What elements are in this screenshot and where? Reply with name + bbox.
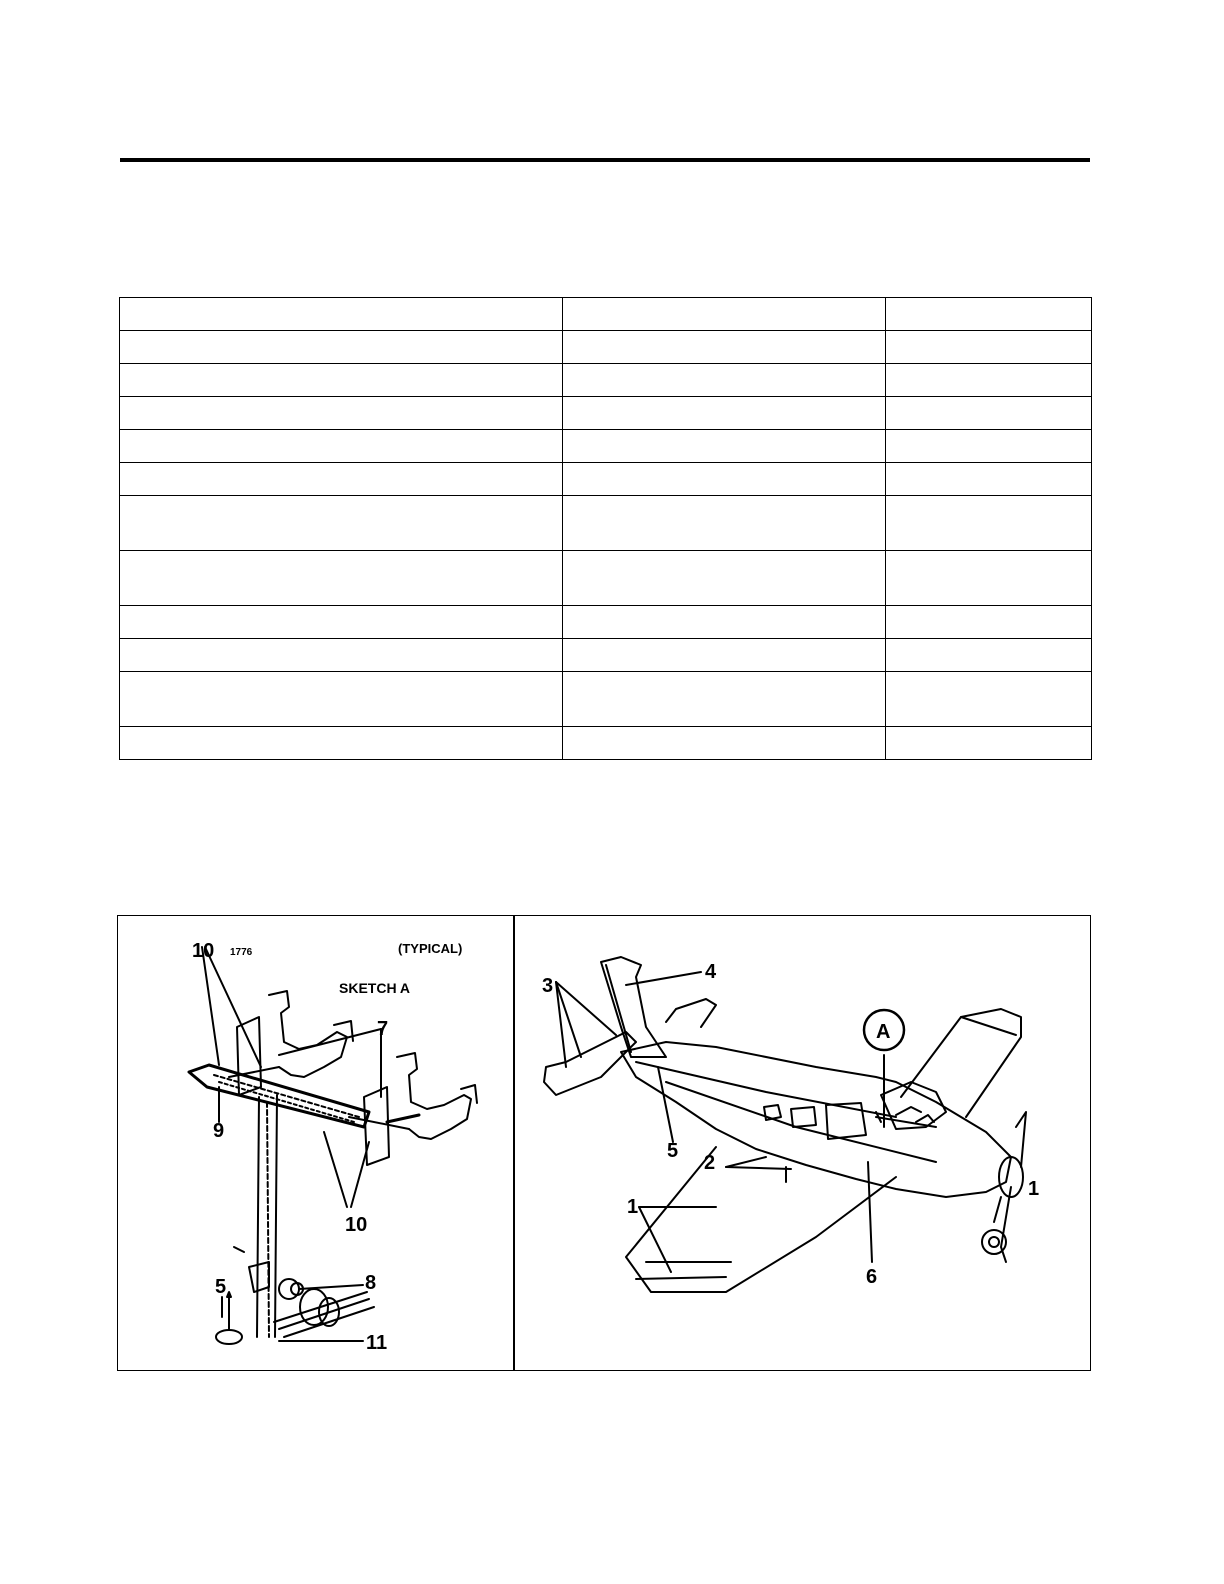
callout-4: 4	[705, 961, 717, 983]
airplane-illustration	[516, 917, 1089, 1369]
table-row	[120, 298, 1092, 331]
callout-5: 5	[215, 1276, 227, 1298]
table-row	[120, 364, 1092, 397]
callout-11: 11	[366, 1332, 388, 1354]
figure-divider	[513, 915, 515, 1371]
blank-table	[119, 297, 1092, 760]
table-row	[120, 551, 1092, 606]
table-row	[120, 672, 1092, 727]
header-rule	[120, 158, 1090, 162]
sketch-title: SKETCH A	[339, 980, 411, 996]
callout-1-nose: 1	[1028, 1178, 1040, 1200]
callout-2: 2	[704, 1152, 716, 1174]
table-row	[120, 463, 1092, 496]
table-row	[120, 606, 1092, 639]
table-row	[120, 496, 1092, 551]
callout-3: 3	[542, 975, 554, 997]
table-row	[120, 727, 1092, 760]
table-row	[120, 397, 1092, 430]
table-row	[120, 331, 1092, 364]
sketch-typical-label: (TYPICAL)	[398, 941, 463, 956]
callout-9: 9	[213, 1120, 225, 1142]
callout-10-bottom: 10	[345, 1214, 368, 1236]
sketch-code: 1776	[230, 947, 253, 958]
table-row	[120, 430, 1092, 463]
callout-6: 6	[866, 1266, 878, 1288]
sketch-a-illustration	[119, 917, 512, 1369]
callout-10-top: 10	[192, 940, 215, 962]
callout-8: 8	[365, 1272, 377, 1294]
callout-5-airplane: 5	[667, 1140, 679, 1162]
callout-7: 7	[377, 1018, 389, 1040]
detail-a-label: A	[876, 1021, 891, 1043]
callout-1-wing: 1	[627, 1196, 639, 1218]
table-row	[120, 639, 1092, 672]
